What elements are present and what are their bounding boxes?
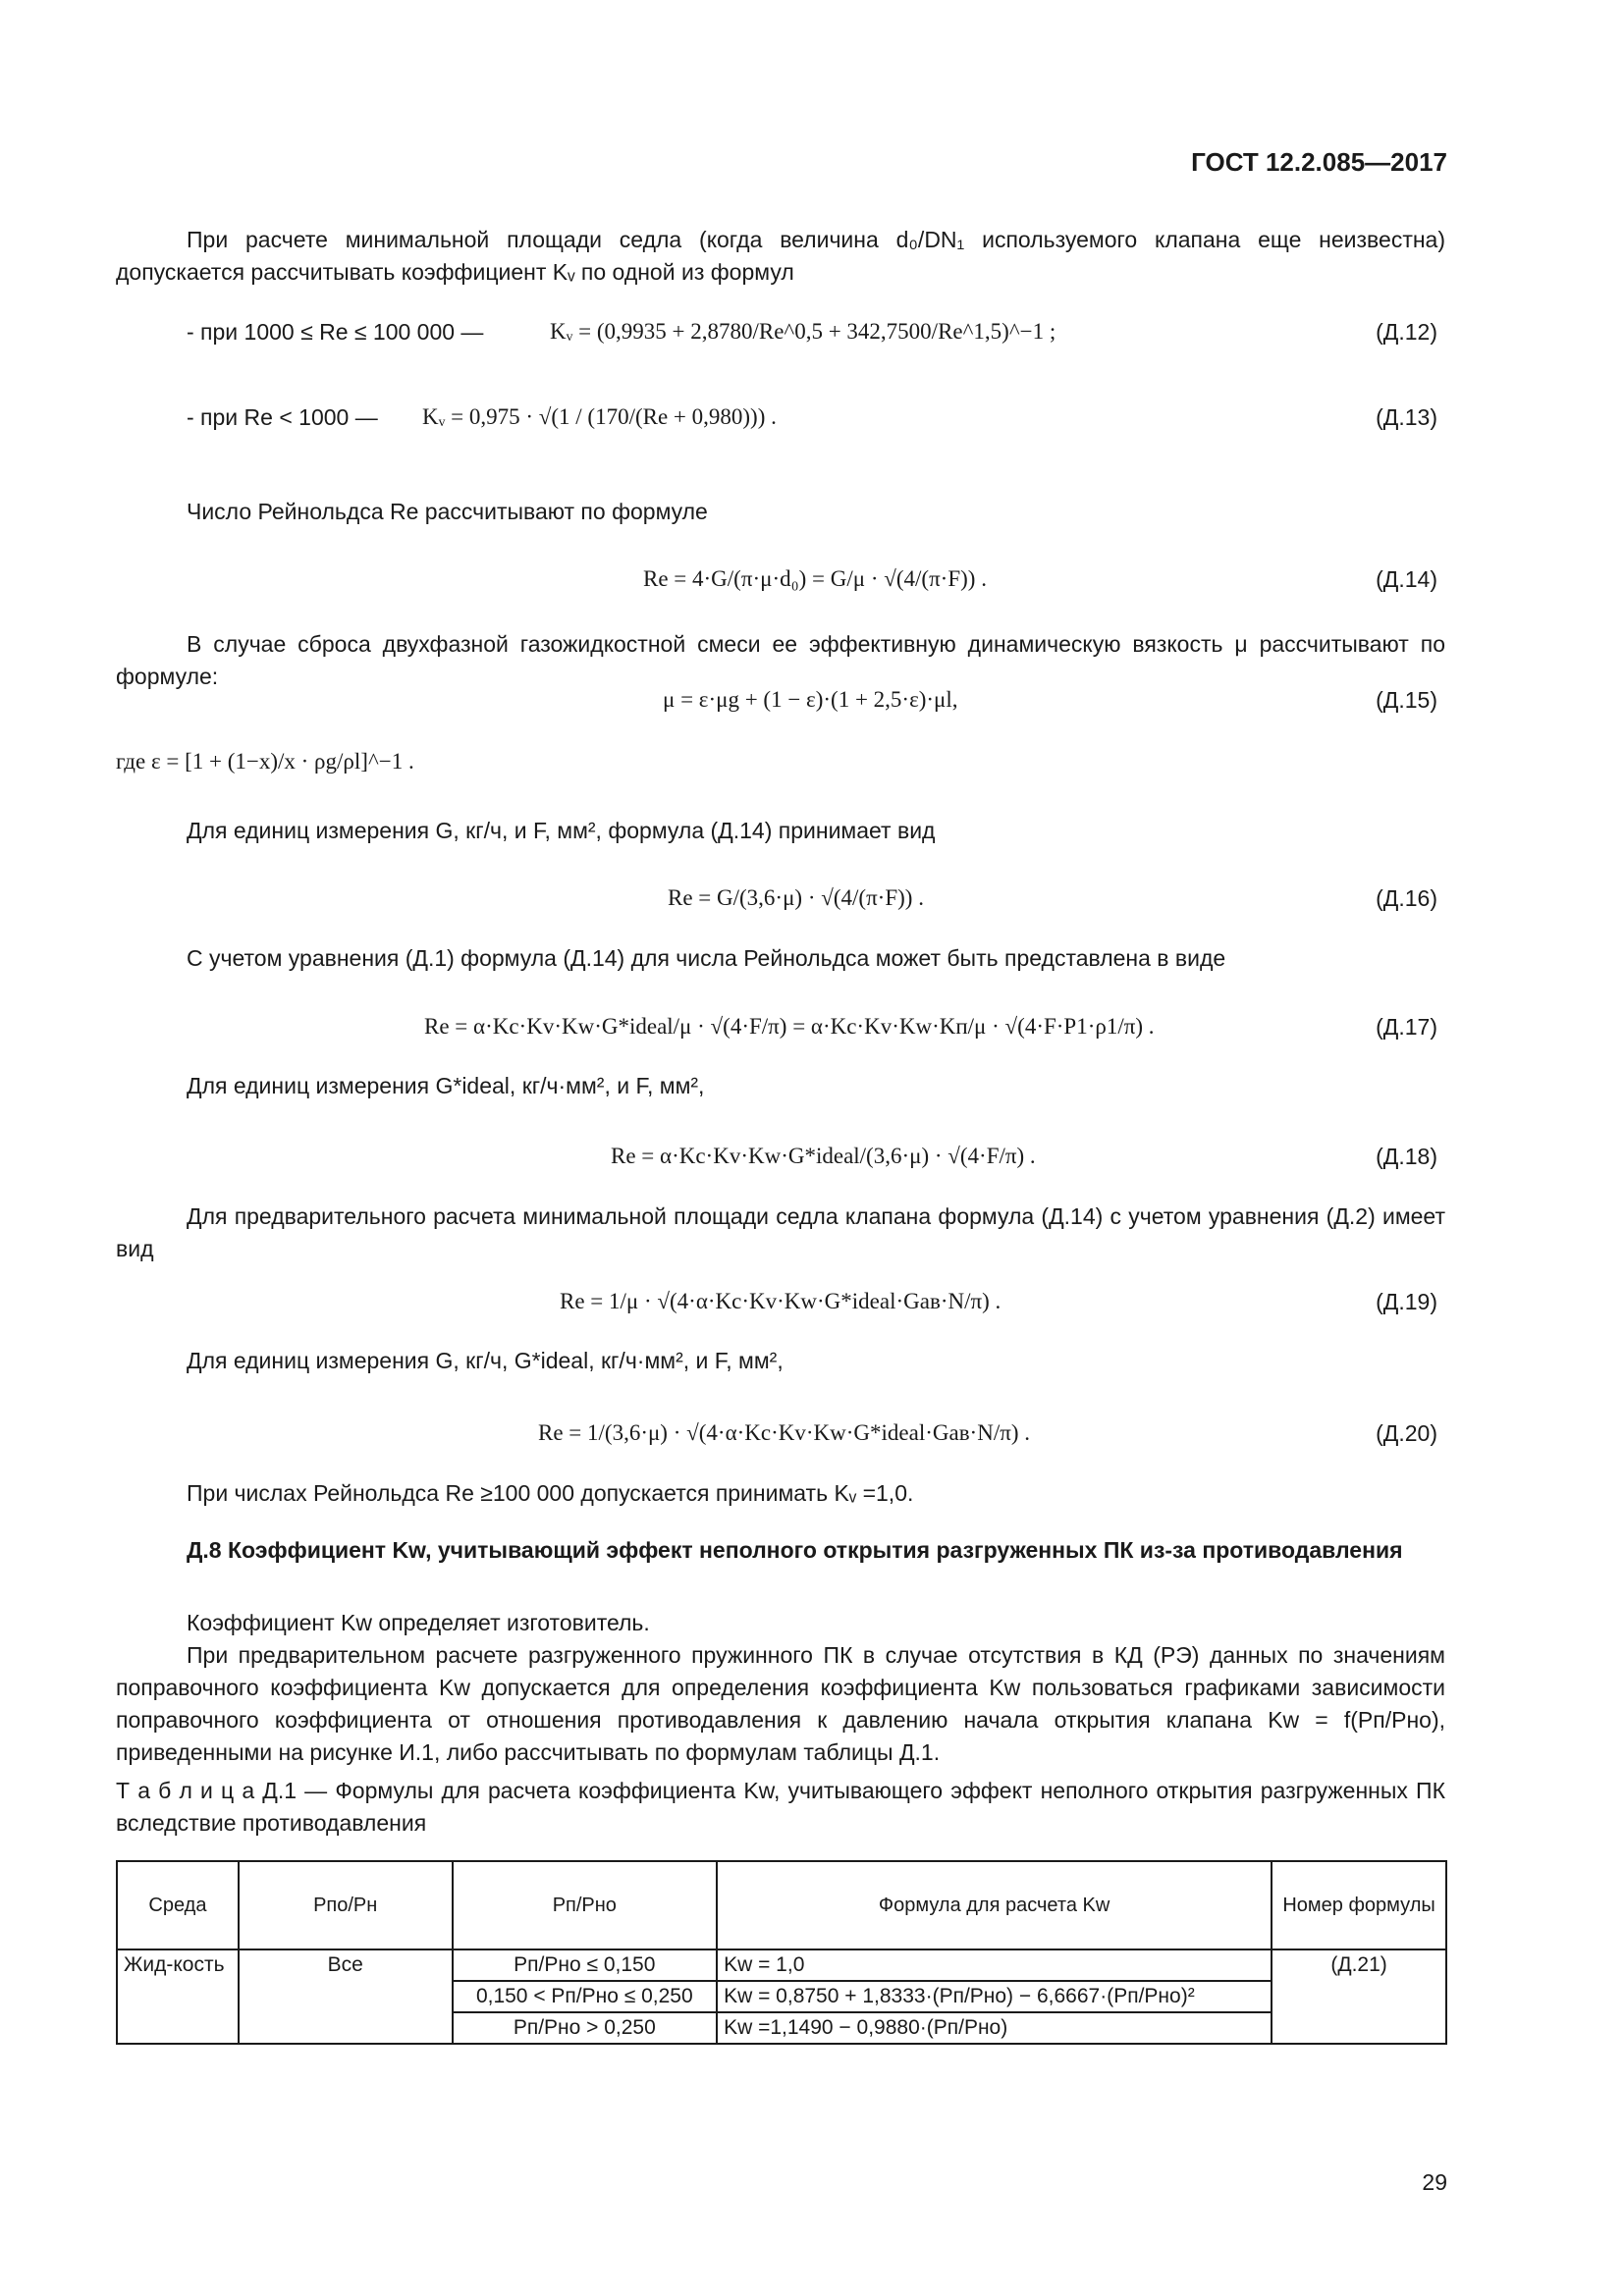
kw-prelim-paragraph: При предварительном расчете разгруженного пружинного ПК в случае отсутствия в КД (РЭ) данных по значениям поправочного коэффициента Kw допускается для определения коэффициента Kw пользоваться графиками зависимости поправочного коэффициента от отношения противодавления к давлению начала открытия клапана Kw = f(Pп/Pно), приведенными на рисунке И.1, либо рассчитывать по формулам таблицы Д.1. <box>116 1642 1445 1765</box>
table-header-row <box>117 1861 1446 1949</box>
cell-formula-number: (Д.21) <box>1272 1949 1446 2044</box>
equation-d15-formula: μ = ε·μg + (1 − ε)·(1 + 2,5·ε)·μl, <box>663 687 958 712</box>
equation-d13-prefix: - при Re < 1000 — <box>187 404 378 430</box>
equation-d18-number: (Д.18) <box>1376 1144 1437 1169</box>
equation-d12-prefix: - при 1000 ≤ Re ≤ 100 000 — <box>187 319 484 345</box>
equation-d17-number: (Д.17) <box>1376 1014 1437 1040</box>
intro-paragraph: При расчете минимальной площади седла (когда величина d₀/DN₁ используемого клапана еще неизвестна) допускается рассчитывать коэффициент Kᵥ по одной из формул <box>116 227 1445 285</box>
prelim-d19-paragraph: Для предварительного расчета минимальной площади седла клапана формула (Д.14) с учетом уравнения (Д.2) имеет вид <box>116 1203 1445 1261</box>
equation-d12-formula: Kᵥ = (0,9935 + 2,8780/Re^0,5 + 342,7500/Re^1,5)^−1 ; <box>550 319 1056 344</box>
equation-d16-formula: Re = G/(3,6·μ) · √(4/(π·F)) . <box>668 885 924 910</box>
equation-d19-number: (Д.19) <box>1376 1289 1437 1314</box>
header-formula: Формула для расчета Kw <box>717 1861 1272 1949</box>
equation-d15-number: (Д.15) <box>1376 687 1437 713</box>
equation-d19-formula: Re = 1/μ · √(4·α·Kc·Kv·Kw·G*ideal·Gав·N/π) . <box>560 1289 1001 1313</box>
equation-d18-formula: Re = α·Kc·Kv·Kw·G*ideal/(3,6·μ) · √(4·F/π) . <box>611 1144 1036 1168</box>
units-d16-paragraph: Для единиц измерения G, кг/ч, и F, мм², формула (Д.14) принимает вид <box>187 818 936 843</box>
standard-id-header: ГОСТ 12.2.085—2017 <box>1191 147 1447 177</box>
equation-d14-formula: Re = 4·G/(π·μ·d₀) = G/μ · √(4/(π·F)) . <box>643 566 987 591</box>
section-d8-title: Д.8 Коэффициент Kw, учитывающий эффект неполного открытия разгруженных ПК из-за противодавления <box>187 1537 1403 1563</box>
units-d20-paragraph: Для единиц измерения G, кг/ч, G*ideal, кг/ч·мм², и F, мм², <box>187 1348 784 1373</box>
two-phase-paragraph: В случае сброса двухфазной газожидкостной смеси ее эффективную динамическую вязкость μ рассчитывают по формуле: <box>116 631 1445 689</box>
equation-d16-number: (Д.16) <box>1376 885 1437 911</box>
with-d1-paragraph: С учетом уравнения (Д.1) формула (Д.14) для числа Рейнольдса может быть представлена в виде <box>187 945 1226 971</box>
equation-d14-number: (Д.14) <box>1376 566 1437 592</box>
cell-condition: Pп/Pно ≤ 0,150 <box>453 1949 718 1981</box>
cell-condition: Pп/Pно > 0,250 <box>453 2012 718 2044</box>
cell-formula: Kw =1,1490 − 0,9880·(Pп/Pно) <box>717 2012 1272 2044</box>
table-caption: Т а б л и ц а Д.1 — Формулы для расчета коэффициента Kw, учитывающего эффект неполного открытия разгруженных ПК вследствие противодавления <box>116 1778 1445 1836</box>
header-ratio-pp-pno: Pп/Pно <box>453 1861 718 1949</box>
equation-d13-formula: Kᵥ = 0,975 · √(1 / (170/(Re + 0,980))) . <box>422 404 777 429</box>
cell-formula: Kw = 0,8750 + 1,8333·(Pп/Pно) − 6,6667·(Pп/Pно)² <box>717 1981 1272 2012</box>
equation-d20-number: (Д.20) <box>1376 1420 1437 1446</box>
cell-ratio: Все <box>239 1949 453 2044</box>
units-d18-paragraph: Для единиц измерения G*ideal, кг/ч·мм², и F, мм², <box>187 1073 705 1098</box>
high-re-paragraph: При числах Рейнольдса Re ≥100 000 допускается принимать Kᵥ =1,0. <box>187 1480 914 1506</box>
equation-d13-number: (Д.13) <box>1376 404 1437 430</box>
equation-d20-formula: Re = 1/(3,6·μ) · √(4·α·Kc·Kv·Kw·G*ideal·Gав·N/π) . <box>538 1420 1030 1445</box>
header-formula-number: Номер формулы <box>1272 1861 1446 1949</box>
cell-condition: 0,150 < Pп/Pно ≤ 0,250 <box>453 1981 718 2012</box>
equation-epsilon: где ε = [1 + (1−x)/x · ρg/ρl]^−1 . <box>116 749 414 774</box>
header-ratio-ppo-pn: Pпо/Pн <box>239 1861 453 1949</box>
header-medium: Среда <box>117 1861 239 1949</box>
equation-d12-number: (Д.12) <box>1376 319 1437 345</box>
kw-formula-table <box>116 1860 1447 2045</box>
page-number: 29 <box>1422 2169 1447 2195</box>
kw-manufacturer-paragraph: Коэффициент Kw определяет изготовитель. <box>187 1610 650 1635</box>
equation-d17-formula: Re = α·Kc·Kv·Kw·G*ideal/μ · √(4·F/π) = α·Kc·Kv·Kw·Kп/μ · √(4·F·P1·ρ1/π) . <box>424 1014 1155 1039</box>
cell-medium: Жид-кость <box>117 1949 239 2044</box>
cell-formula: Kw = 1,0 <box>717 1949 1272 1981</box>
table-row <box>117 1949 1446 1981</box>
reynolds-intro-paragraph: Число Рейнольдса Re рассчитывают по формуле <box>187 499 708 524</box>
